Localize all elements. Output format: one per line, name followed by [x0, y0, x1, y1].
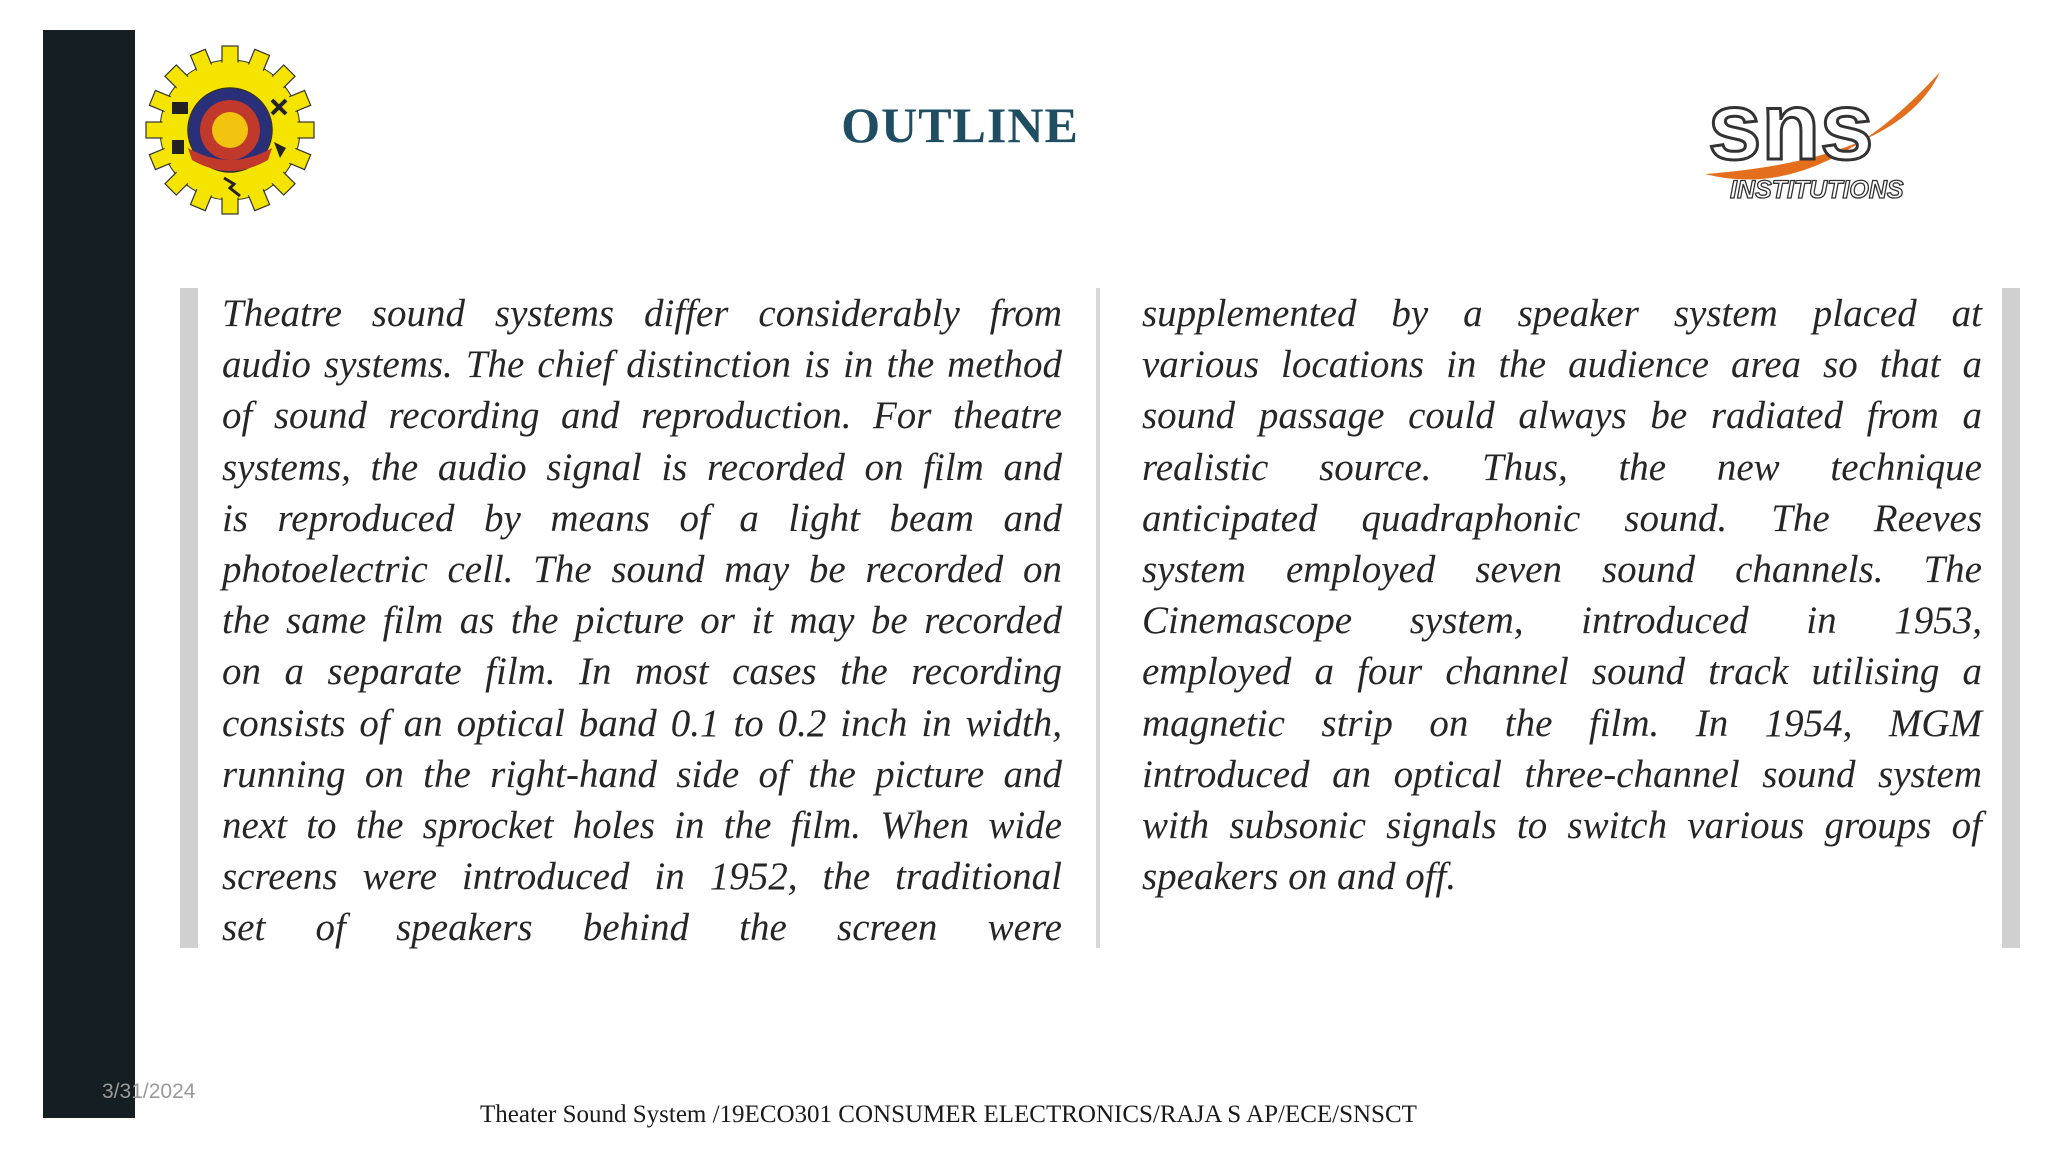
- text-line: set of speakers behind the screen were: [222, 906, 1062, 950]
- text-line: Theatre sound systems differ considerably from: [222, 292, 1062, 335]
- college-seal-logo-icon: [145, 45, 315, 215]
- text-line: consists of an optical band 0.1 to 0.2 inch in width,: [222, 701, 1062, 745]
- text-line: introduced an optical three-channel sound system: [1142, 752, 1982, 796]
- text-line: speakers on and off.: [1142, 855, 1457, 899]
- text-line: of sound recording and reproduction. For theatre: [222, 394, 1062, 438]
- slide-footer: Theater Sound System /19ECO301 CONSUMER ELECTRONICS/RAJA S AP/ECE/SNSCT: [480, 1101, 1417, 1128]
- text-line: next to the sprocket holes in the film. When wide: [222, 803, 1062, 847]
- text-line: audio systems. The chief distinction is in the method: [222, 343, 1062, 387]
- text-column-right: [1142, 288, 1982, 902]
- text-line: photoelectric cell. The sound may be recorded on: [222, 547, 1062, 591]
- text-line: is reproduced by means of a light beam and: [222, 496, 1062, 540]
- text-line: supplemented by a speaker system placed at: [1142, 292, 1982, 335]
- sns-institutions-logo-icon: [1700, 64, 1950, 214]
- text-line: various locations in the audience area so that a: [1142, 343, 1982, 387]
- svg-text:sns: sns: [1708, 73, 1874, 180]
- text-column-left: [222, 288, 1062, 953]
- slide-title: OUTLINE: [841, 97, 1079, 153]
- text-line: with subsonic signals to switch various groups of: [1142, 803, 1982, 847]
- scanned-text-panel: [180, 288, 2020, 948]
- svg-text:INSTITUTIONS: INSTITUTIONS: [1730, 176, 1904, 204]
- text-line: realistic source. Thus, the new technique: [1142, 445, 1982, 489]
- text-line: Cinemascope system, introduced in 1953,: [1142, 599, 1982, 643]
- column-divider: [1096, 288, 1100, 948]
- text-line: the same film as the picture or it may be recorded: [222, 599, 1062, 643]
- left-accent-bar: [43, 30, 135, 1118]
- slide-date: 3/31/2024: [102, 1080, 196, 1103]
- text-line: anticipated quadraphonic sound. The Reeves: [1142, 496, 1982, 540]
- text-line: magnetic strip on the film. In 1954, MGM: [1142, 701, 1982, 745]
- text-line: screens were introduced in 1952, the traditional: [222, 855, 1062, 899]
- text-line: on a separate film. In most cases the recording: [222, 650, 1062, 694]
- left-margin-rule: [180, 288, 198, 948]
- text-line: sound passage could always be radiated from a: [1142, 394, 1982, 438]
- text-line: system employed seven sound channels. The: [1142, 547, 1982, 591]
- text-line: employed a four channel sound track utilising a: [1142, 650, 1982, 694]
- right-margin-rule: [2002, 288, 2020, 948]
- text-line: systems, the audio signal is recorded on film and: [222, 445, 1062, 489]
- text-line: running on the right-hand side of the picture and: [222, 752, 1062, 796]
